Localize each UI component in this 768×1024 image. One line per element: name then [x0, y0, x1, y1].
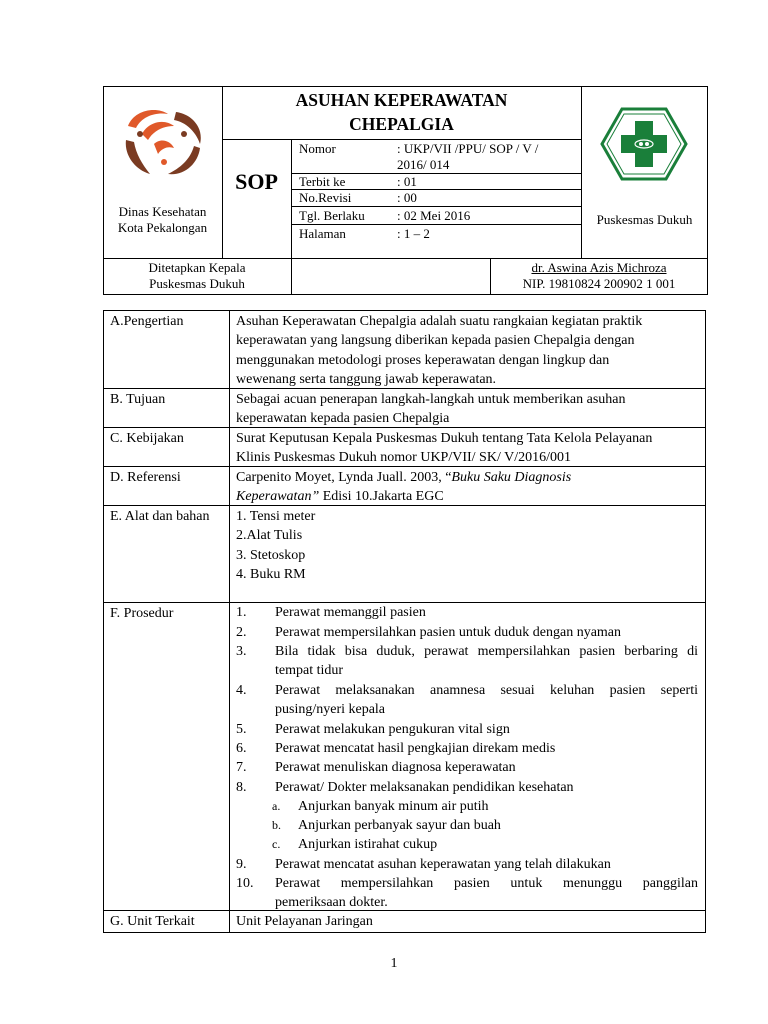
field-value-terbit: : 01 [397, 174, 417, 189]
header-divider [222, 139, 581, 140]
field-label-terbit: Terbit ke [299, 174, 346, 189]
header-divider [103, 258, 708, 259]
page-number: 1 [390, 956, 398, 971]
puskesmas-logo [600, 107, 688, 181]
header-divider [291, 206, 581, 207]
field-label-halaman: Halaman [299, 226, 346, 241]
section-text-referensi: Carpenito Moyet, Lynda Juall. 2003, “Buku Saku Diagnosis Keperawatan” Edisi 10.Jakarta EGC [236, 470, 572, 505]
sop-label: SOP [235, 169, 278, 194]
header-divider [291, 139, 292, 295]
section-label-kebijakan: C. Kebijakan [110, 431, 184, 446]
org-name: Dinas Kesehatan Kota Pekalongan [117, 204, 208, 235]
content-divider [229, 310, 230, 933]
signer-nip: NIP. 19810824 200902 1 001 [522, 276, 676, 291]
signer-name: dr. Aswina Azis Michroza [531, 260, 667, 275]
field-value-revisi: : 00 [397, 190, 417, 205]
field-value-berlaku: : 02 Mei 2016 [397, 208, 471, 223]
section-text-kebijakan: Surat Keputusan Kepala Puskesmas Dukuh tentang Tata Kelola Pelayanan Klinis Puskesmas Dukuh nomor UKP/VII/ SK/ V/2016/001 [236, 431, 653, 466]
section-text-alat: 1. Tensi meter 2.Alat Tulis 3. Stetoskop 4. Buku RM [236, 509, 316, 583]
document-title: ASUHAN KEPERAWATAN CHEPALGIA [295, 90, 508, 134]
established-by: Ditetapkan Kepala Puskesmas Dukuh [148, 260, 246, 291]
field-value-nomor: : UKP/VII /PPU/ SOP / V / 2016/ 014 [397, 141, 539, 172]
header-divider [291, 224, 581, 225]
puskesmas-name: Puskesmas Dukuh [596, 212, 693, 227]
section-text-pengertian: Asuhan Keperawatan Chepalgia adalah suatu rangkaian kegiatan praktik keperawatan yang langsung diberikan kepada pasien Chepalgia dengan menggunakan metodologi proses keperawatan dengan lingkup dan wewenang serta tanggung jawab keperawatan. [236, 314, 643, 388]
field-label-nomor: Nomor [299, 141, 336, 156]
field-value-halaman: : 1 – 2 [397, 226, 430, 241]
dinas-kesehatan-logo [120, 104, 210, 182]
header-divider [581, 86, 582, 259]
section-label-referensi: D. Referensi [110, 470, 181, 485]
section-text-tujuan: Sebagai acuan penerapan langkah-langkah untuk memberikan asuhan keperawatan kepada pasien Chepalgia [236, 392, 626, 427]
section-label-alat: E. Alat dan bahan [110, 509, 210, 524]
section-text-unit: Unit Pelayanan Jaringan [236, 914, 373, 929]
section-label-unit: G. Unit Terkait [110, 914, 195, 929]
field-label-berlaku: Tgl. Berlaku [299, 208, 365, 223]
field-label-revisi: No.Revisi [299, 190, 352, 205]
section-label-prosedur: F. Prosedur [110, 606, 174, 621]
section-label-tujuan: B. Tujuan [110, 392, 166, 407]
section-label-pengertian: A.Pengertian [110, 314, 184, 329]
